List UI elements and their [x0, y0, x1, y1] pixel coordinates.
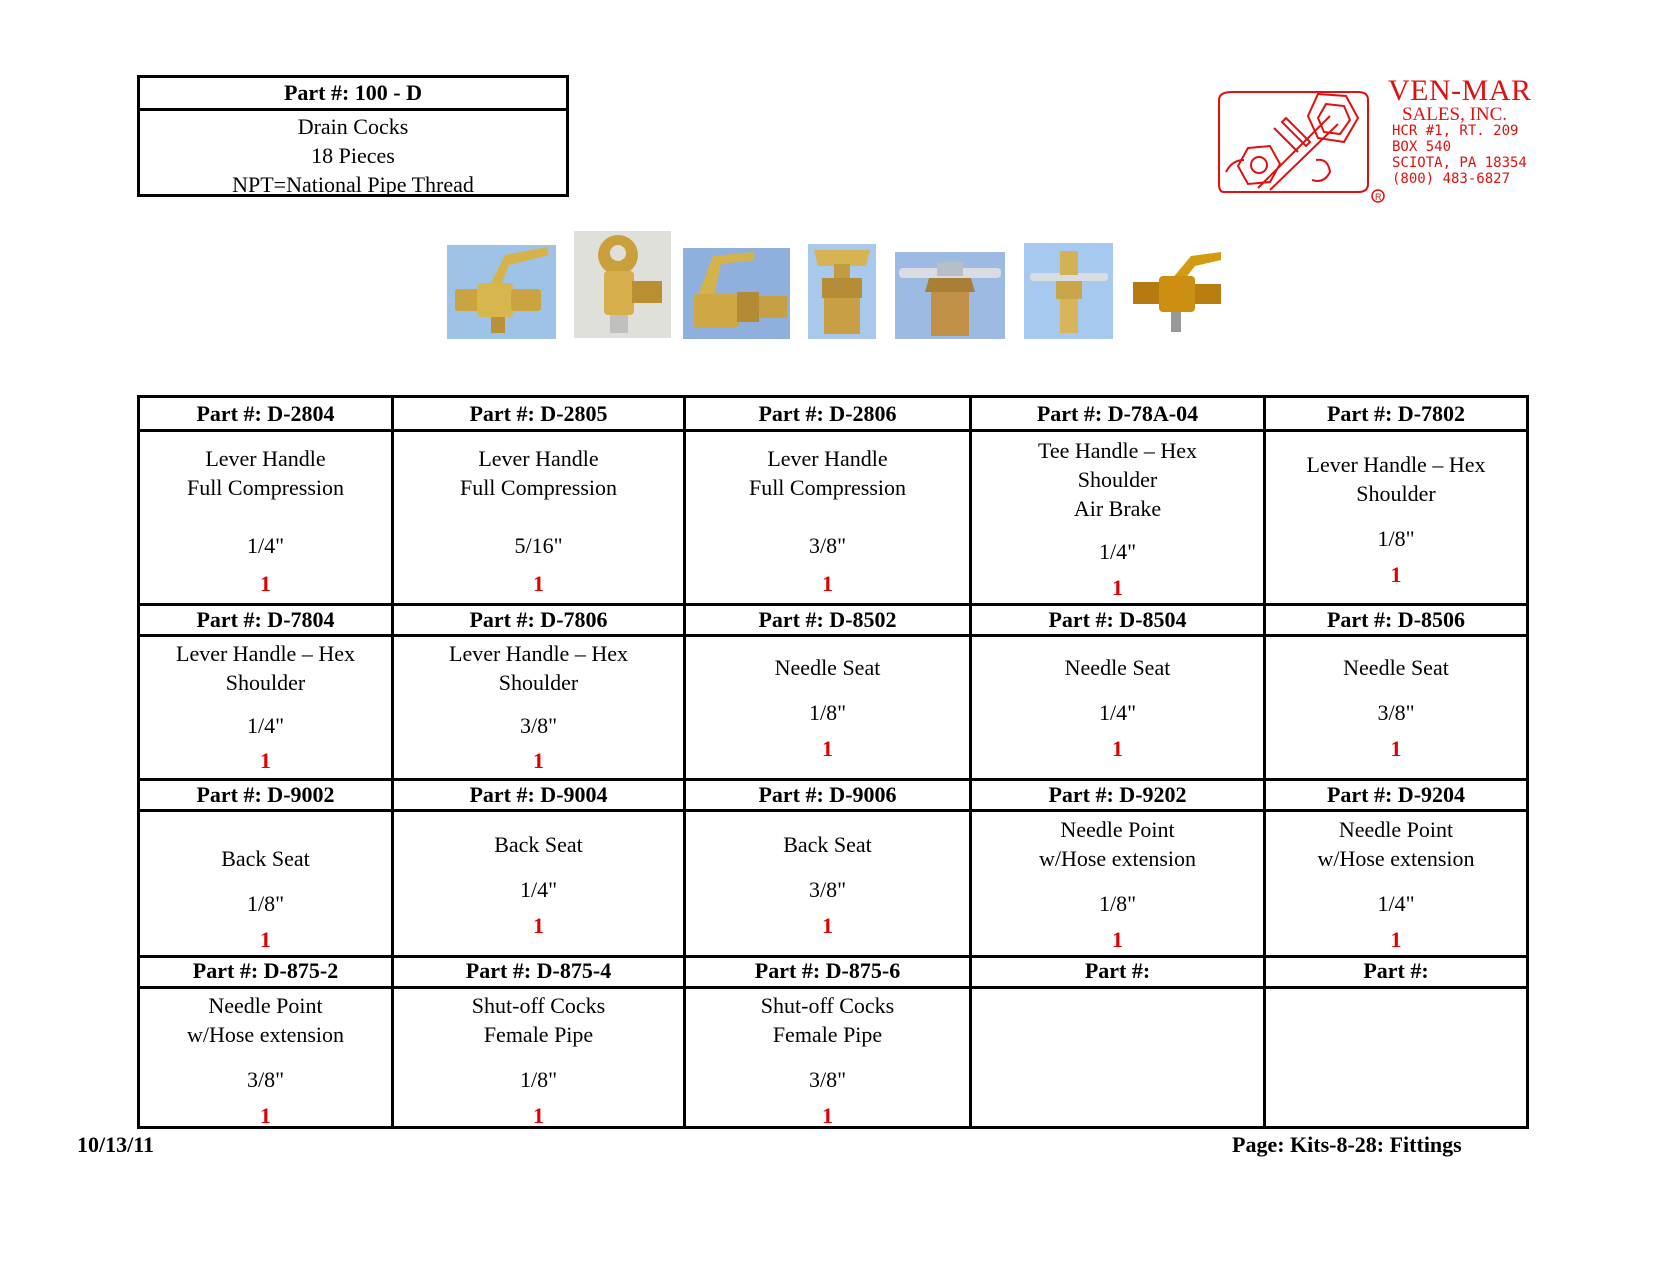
- part-description: Tee Handle – Hex: [1037, 438, 1198, 463]
- part-description: Female Pipe: [772, 1022, 883, 1047]
- part-description: Back Seat: [783, 832, 872, 857]
- part-number-label: Part #: D-9006: [758, 782, 897, 807]
- part-description: w/Hose extension: [1038, 846, 1197, 871]
- part-description: w/Hose extension: [186, 1022, 345, 1047]
- part-quantity: 1: [822, 913, 833, 938]
- part-cell: [972, 653, 1263, 763]
- part-cell: [1266, 450, 1526, 589]
- part-quantity: 1: [822, 571, 833, 596]
- svg-text:R: R: [1375, 192, 1382, 202]
- part-size: 1/8": [246, 891, 285, 916]
- part-quantity: 1: [1112, 927, 1123, 952]
- part-cell: [686, 653, 969, 763]
- part-description: Female Pipe: [483, 1022, 594, 1047]
- part-quantity: 1: [260, 571, 271, 596]
- part-quantity: 1: [533, 913, 544, 938]
- logo-company-name: VEN-MAR: [1388, 74, 1532, 107]
- part-description: Full Compression: [186, 475, 345, 500]
- part-number-label: Part #: D-8506: [1326, 607, 1466, 632]
- part-description: Lever Handle: [205, 446, 326, 471]
- part-description: Lever Handle – Hex: [176, 641, 355, 666]
- part-cell: [140, 991, 391, 1130]
- part-number-label: Part #: D-2805: [469, 401, 608, 426]
- part-description: Needle Seat: [774, 655, 881, 680]
- part-quantity: 1: [260, 927, 271, 952]
- part-cell: [972, 815, 1263, 954]
- part-quantity: 1: [533, 571, 544, 596]
- part-size: 1/8": [1377, 526, 1415, 551]
- part-quantity: 1: [260, 1103, 271, 1128]
- part-number-label: Part #: D-9002: [196, 782, 335, 807]
- part-number-label: Part #: D-8504: [1048, 607, 1187, 632]
- part-number-label: Part #: D-9204: [1326, 782, 1466, 807]
- part-number-label: Part #: D-2804: [196, 401, 335, 426]
- part-quantity: 1: [1390, 927, 1402, 952]
- part-size: 3/8": [808, 1067, 847, 1092]
- drain-cock-needle-photo: [1024, 243, 1113, 339]
- part-description: Shoulder: [225, 670, 306, 695]
- part-quantity: 1: [1112, 736, 1123, 761]
- page-reference: Page: Kits-8-28: Fittings: [1232, 1132, 1462, 1157]
- part-description: Shoulder: [1356, 481, 1436, 506]
- part-description: Back Seat: [221, 846, 310, 871]
- part-number-label: Part #: D-7802: [1326, 401, 1466, 426]
- part-size: 3/8": [519, 713, 558, 738]
- part-description: Shut-off Cocks: [760, 993, 895, 1018]
- part-cell: [686, 444, 969, 598]
- part-number-label: Part #: D-875-6: [754, 958, 901, 983]
- kit-title: Drain Cocks: [297, 114, 409, 139]
- part-number-label: Part #: D-7804: [196, 607, 335, 632]
- part-description: Needle Point: [1060, 817, 1175, 842]
- part-quantity: 1: [533, 1103, 544, 1128]
- part-number-label: Part #: D-875-2: [192, 958, 339, 983]
- part-description: Needle Point: [208, 993, 323, 1018]
- part-cell: [686, 991, 969, 1130]
- part-quantity: 1: [1390, 562, 1402, 587]
- part-number-label: Part #: D-78A-04: [1036, 401, 1199, 426]
- part-size: 1/4": [246, 713, 285, 738]
- part-description: Full Compression: [459, 475, 618, 500]
- part-cell: [394, 830, 683, 940]
- part-description: Back Seat: [494, 832, 583, 857]
- part-cell: [686, 830, 969, 940]
- part-size: 1/8": [1098, 891, 1137, 916]
- kit-piece-count: 18 Pieces: [311, 143, 395, 168]
- logo-company-sales: SALES, INC.: [1402, 104, 1508, 125]
- part-description: Lever Handle – Hex: [1306, 452, 1486, 477]
- part-description: Lever Handle: [478, 446, 599, 471]
- part-description: w/Hose extension: [1317, 846, 1475, 871]
- document-date: 10/13/11: [77, 1132, 155, 1157]
- part-size: 1/4": [519, 877, 558, 902]
- part-description: Lever Handle: [767, 446, 888, 471]
- part-quantity: 1: [822, 736, 833, 761]
- part-number-label: Part #: D-7806: [469, 607, 608, 632]
- part-size: 1/4": [1098, 700, 1137, 725]
- part-description: Air Brake: [1073, 496, 1162, 521]
- part-cell: [140, 639, 391, 775]
- part-description: Shoulder: [1077, 467, 1158, 492]
- shutoff-cock-female-photo: [1131, 246, 1223, 339]
- part-size: 5/16": [514, 533, 563, 558]
- part-description: Shut-off Cocks: [471, 993, 606, 1018]
- part-cell: [140, 844, 391, 954]
- part-size: 1/8": [808, 700, 847, 725]
- part-description: Shoulder: [498, 670, 579, 695]
- ven-mar-logo-mark: [1218, 88, 1388, 210]
- part-number-label: Part #: D-9004: [469, 782, 608, 807]
- drain-cock-key-photo: [574, 231, 671, 338]
- logo-address-line: SCIOTA, PA 18354: [1392, 155, 1527, 171]
- part-number-label: Part #: D-875-4: [465, 958, 612, 983]
- part-cell: [394, 639, 683, 775]
- part-size: 1/4": [1377, 891, 1415, 916]
- drain-cock-tee-handle-photo: [808, 244, 876, 339]
- part-number-label: Part #:: [1084, 958, 1151, 983]
- part-size: 3/8": [246, 1067, 285, 1092]
- part-size: 3/8": [1377, 700, 1415, 725]
- part-description: Needle Seat: [1343, 655, 1449, 680]
- part-size: 3/8": [808, 877, 847, 902]
- part-quantity: 1: [533, 748, 544, 773]
- company-logo: [1218, 74, 1568, 202]
- part-size: 1/4": [246, 533, 285, 558]
- logo-address-line: BOX 540: [1392, 139, 1452, 155]
- part-quantity: 1: [1112, 575, 1123, 600]
- drain-cock-lever-photo: [447, 245, 556, 339]
- kit-note: NPT=National Pipe Thread: [232, 172, 474, 197]
- part-number-label: Part #: D-9202: [1048, 782, 1187, 807]
- part-size: 1/8": [519, 1067, 558, 1092]
- part-quantity: 1: [822, 1103, 833, 1128]
- part-cell: [972, 436, 1263, 602]
- part-description: Full Compression: [748, 475, 907, 500]
- part-number-label: Part #: D-2806: [758, 401, 897, 426]
- part-cell: [394, 444, 683, 598]
- logo-address-line: HCR #1, RT. 209: [1392, 123, 1519, 139]
- part-cell: [394, 991, 683, 1130]
- part-description: Needle Point: [1338, 817, 1454, 842]
- part-description: Needle Seat: [1064, 655, 1171, 680]
- kit-part-number: Part #: 100 - D: [140, 78, 566, 111]
- drain-cock-lever-hex-photo: [683, 248, 790, 339]
- part-quantity: 1: [1390, 736, 1402, 761]
- part-info-box: [137, 75, 569, 197]
- part-size: 3/8": [808, 533, 847, 558]
- logo-phone: (800) 483-6827: [1392, 171, 1511, 187]
- part-cell: [140, 444, 391, 598]
- part-description: Lever Handle – Hex: [449, 641, 628, 666]
- part-size: 1/4": [1098, 539, 1137, 564]
- part-cell: [1266, 815, 1526, 954]
- part-number-label: Part #:: [1363, 958, 1429, 983]
- parts-grid: [137, 395, 1529, 1129]
- part-cell: [1266, 653, 1526, 763]
- part-quantity: 1: [260, 748, 271, 773]
- drain-cock-air-brake-photo: [895, 252, 1005, 339]
- part-number-label: Part #: D-8502: [758, 607, 897, 632]
